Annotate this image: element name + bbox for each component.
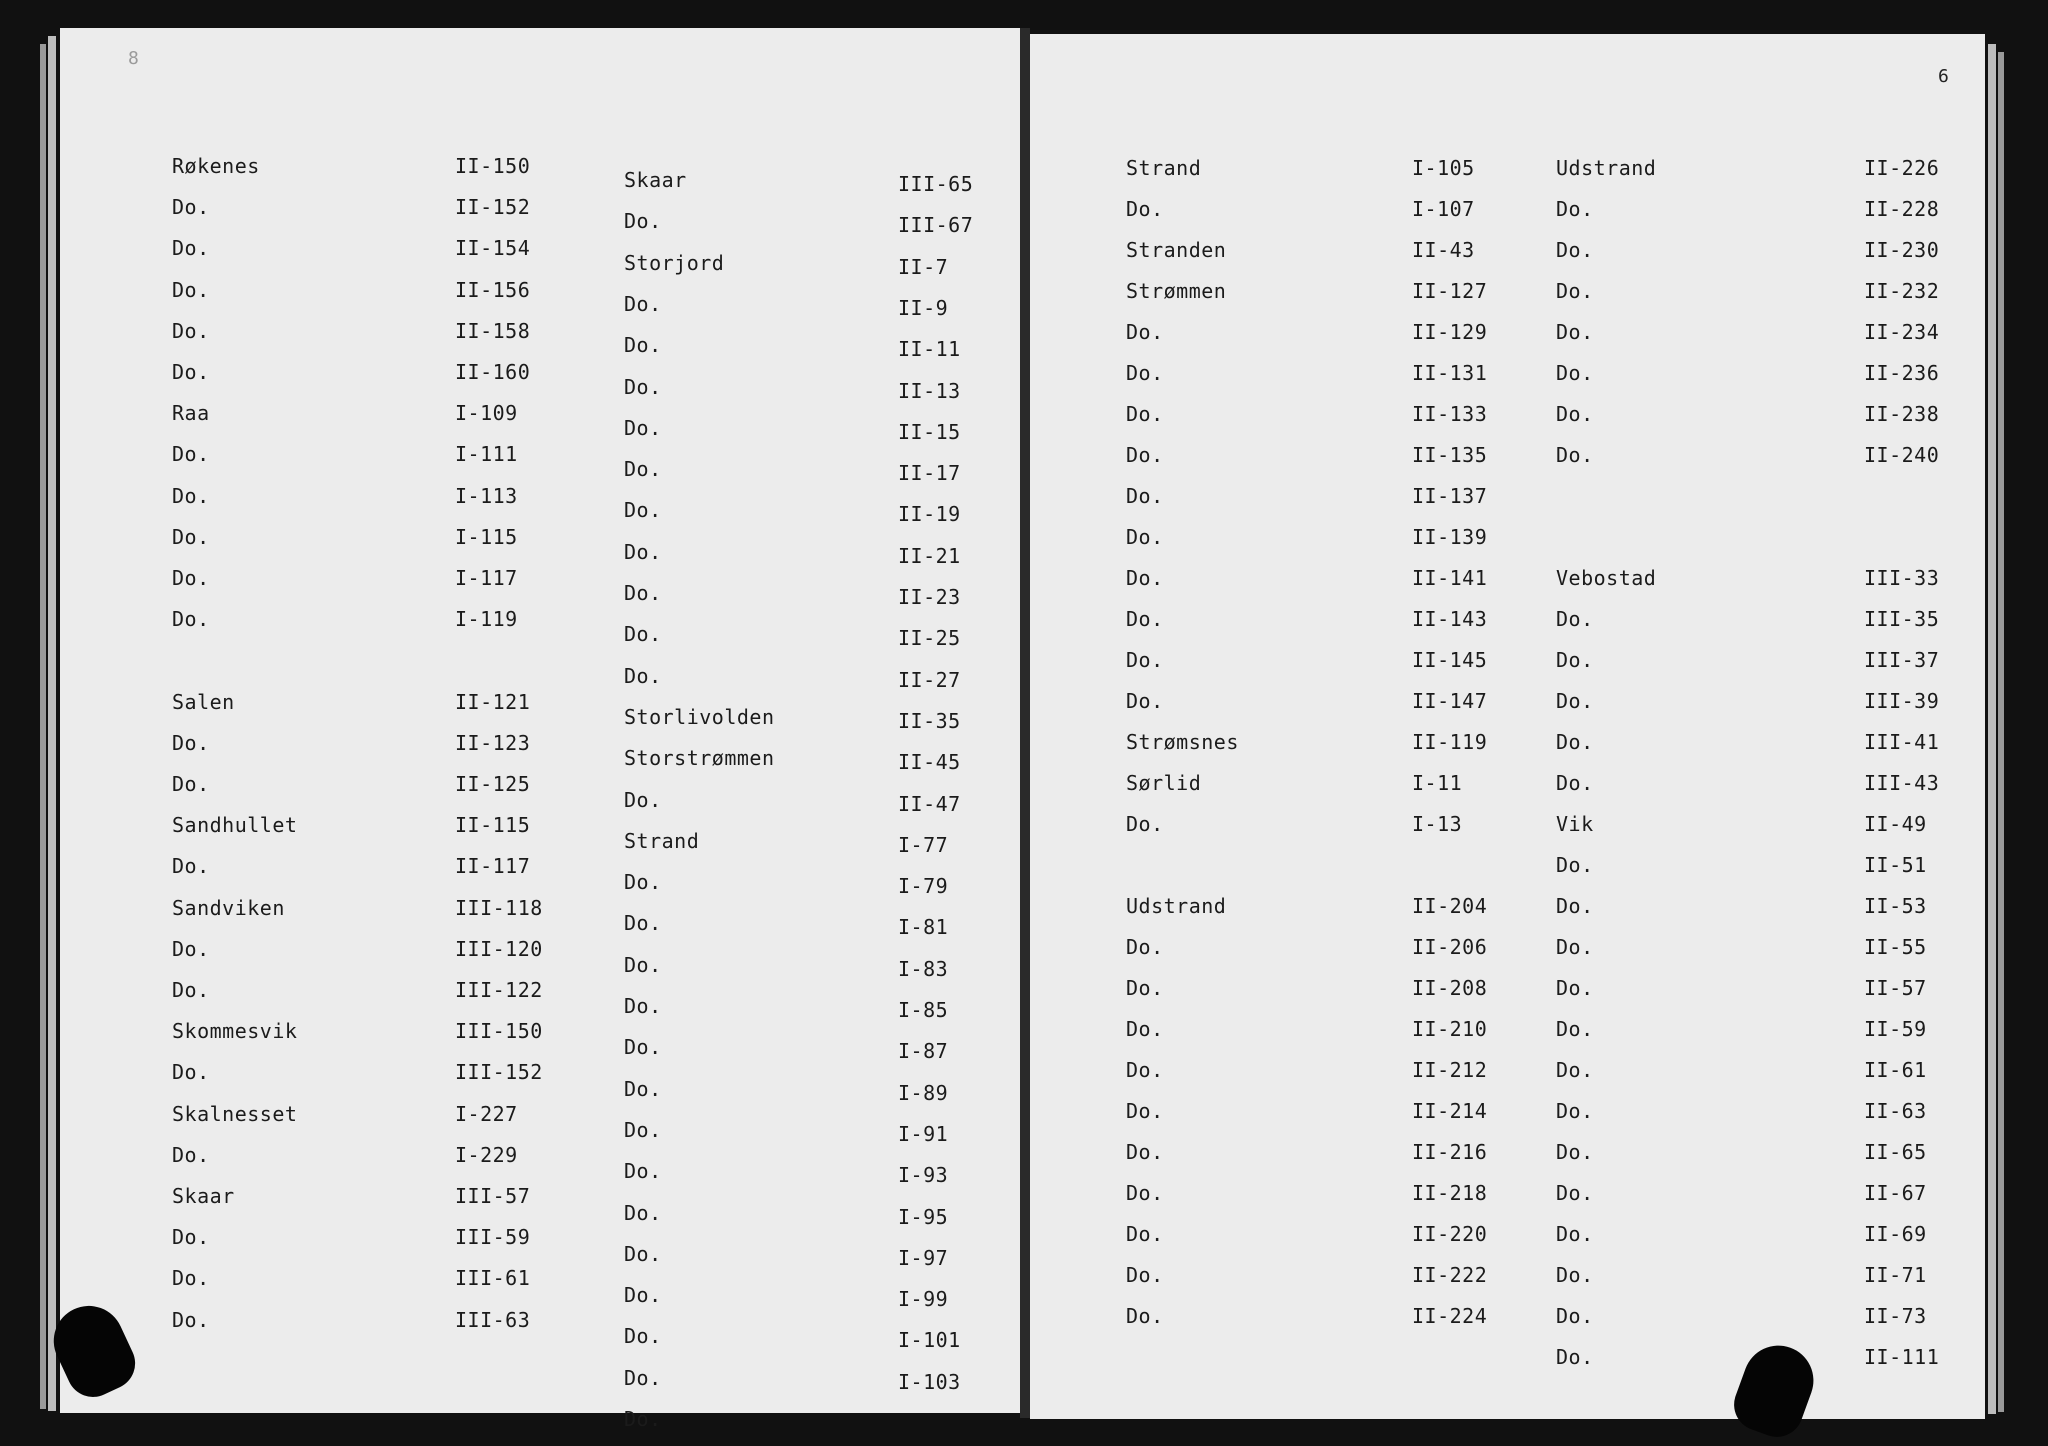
place-name: Do. xyxy=(1556,1263,1594,1287)
place-name: Do. xyxy=(1556,1099,1594,1123)
volume-reference: II-9 xyxy=(898,296,949,320)
volume-reference: II-71 xyxy=(1864,1263,1927,1287)
place-name: Do. xyxy=(1556,320,1594,344)
place-name: Storlivolden xyxy=(624,705,775,729)
place-name: Do. xyxy=(1556,361,1594,385)
place-name: Do. xyxy=(1126,689,1164,713)
volume-reference: III-33 xyxy=(1864,566,1940,590)
place-name: Vik xyxy=(1556,812,1594,836)
place-name: Do. xyxy=(1126,648,1164,672)
place-name: Do. xyxy=(1126,935,1164,959)
volume-reference: II-216 xyxy=(1412,1140,1488,1164)
place-name: Skaar xyxy=(624,168,687,192)
place-name: Do. xyxy=(624,994,662,1018)
place-name: Do. xyxy=(624,1283,662,1307)
place-name: Do. xyxy=(172,1266,210,1290)
volume-reference: I-229 xyxy=(455,1143,518,1167)
volume-reference: III-118 xyxy=(455,896,543,920)
volume-reference: I-81 xyxy=(898,915,949,939)
place-name: Do. xyxy=(1556,689,1594,713)
volume-reference: I-107 xyxy=(1412,197,1475,221)
volume-reference: II-218 xyxy=(1412,1181,1488,1205)
place-name: Røkenes xyxy=(172,154,260,178)
place-name: Do. xyxy=(172,319,210,343)
place-name: Strømmen xyxy=(1126,279,1227,303)
volume-reference: III-150 xyxy=(455,1019,543,1043)
volume-reference: I-77 xyxy=(898,833,949,857)
volume-reference: II-133 xyxy=(1412,402,1488,426)
volume-reference: III-152 xyxy=(455,1060,543,1084)
place-name: Do. xyxy=(624,540,662,564)
volume-reference: III-61 xyxy=(455,1266,531,1290)
place-name: Do. xyxy=(1556,1345,1594,1369)
volume-reference: II-125 xyxy=(455,772,531,796)
volume-reference: I-115 xyxy=(455,525,518,549)
volume-reference: II-15 xyxy=(898,420,961,444)
place-name: Do. xyxy=(624,292,662,316)
place-name: Do. xyxy=(624,911,662,935)
page-edge xyxy=(1998,52,2004,1412)
volume-reference: II-156 xyxy=(455,278,531,302)
place-name: Do. xyxy=(1556,279,1594,303)
volume-reference: II-206 xyxy=(1412,935,1488,959)
place-name: Do. xyxy=(172,360,210,384)
volume-reference: I-105 xyxy=(1412,156,1475,180)
place-name: Do. xyxy=(1556,443,1594,467)
place-name: Do. xyxy=(1126,1140,1164,1164)
place-name: Do. xyxy=(624,581,662,605)
volume-reference: II-49 xyxy=(1864,812,1927,836)
place-name: Do. xyxy=(1556,197,1594,221)
place-name: Do. xyxy=(624,1242,662,1266)
place-name: Do. xyxy=(624,953,662,977)
place-name: Do. xyxy=(624,333,662,357)
place-name: Do. xyxy=(1556,238,1594,262)
place-name: Udstrand xyxy=(1126,894,1227,918)
volume-reference: I-109 xyxy=(455,401,518,425)
volume-reference: II-119 xyxy=(1412,730,1488,754)
place-name: Strand xyxy=(1126,156,1202,180)
place-name: Do. xyxy=(624,1201,662,1225)
place-name: Do. xyxy=(624,1366,662,1390)
volume-reference: III-67 xyxy=(898,213,974,237)
place-name: Do. xyxy=(172,1143,210,1167)
place-name: Skaar xyxy=(172,1184,235,1208)
volume-reference: II-121 xyxy=(455,690,531,714)
volume-reference: II-17 xyxy=(898,461,961,485)
volume-reference: II-35 xyxy=(898,709,961,733)
place-name: Do. xyxy=(172,236,210,260)
volume-reference: II-69 xyxy=(1864,1222,1927,1246)
volume-reference: I-111 xyxy=(455,442,518,466)
volume-reference: II-43 xyxy=(1412,238,1475,262)
place-name: Do. xyxy=(172,278,210,302)
volume-reference: II-51 xyxy=(1864,853,1927,877)
place-name: Do. xyxy=(624,1077,662,1101)
volume-reference: I-87 xyxy=(898,1039,949,1063)
volume-reference: II-57 xyxy=(1864,976,1927,1000)
volume-reference: I-11 xyxy=(1412,771,1463,795)
volume-reference: III-59 xyxy=(455,1225,531,1249)
volume-reference: II-63 xyxy=(1864,1099,1927,1123)
place-name: Storjord xyxy=(624,251,725,275)
volume-reference: I-101 xyxy=(898,1328,961,1352)
place-name: Do. xyxy=(172,525,210,549)
page-number: 6 xyxy=(1938,66,1949,87)
volume-reference: III-43 xyxy=(1864,771,1940,795)
place-name: Do. xyxy=(1556,730,1594,754)
book-gutter xyxy=(1020,28,1030,1418)
volume-reference: II-234 xyxy=(1864,320,1940,344)
place-name: Sørlid xyxy=(1126,771,1202,795)
place-name: Do. xyxy=(172,978,210,1002)
place-name: Do. xyxy=(624,622,662,646)
place-name: Do. xyxy=(1556,1058,1594,1082)
place-name: Do. xyxy=(1556,771,1594,795)
volume-reference: II-53 xyxy=(1864,894,1927,918)
place-name: Do. xyxy=(172,442,210,466)
place-name: Salen xyxy=(172,690,235,714)
volume-reference: II-154 xyxy=(455,236,531,260)
place-name: Stranden xyxy=(1126,238,1227,262)
place-name: Do. xyxy=(172,484,210,508)
volume-reference: II-160 xyxy=(455,360,531,384)
volume-reference: III-35 xyxy=(1864,607,1940,631)
volume-reference: I-79 xyxy=(898,874,949,898)
volume-reference: III-39 xyxy=(1864,689,1940,713)
place-name: Do. xyxy=(1126,197,1164,221)
place-name: Do. xyxy=(624,457,662,481)
place-name: Do. xyxy=(1126,566,1164,590)
volume-reference: III-65 xyxy=(898,172,974,196)
volume-reference: I-113 xyxy=(455,484,518,508)
place-name: Do. xyxy=(1126,484,1164,508)
volume-reference: II-25 xyxy=(898,626,961,650)
volume-reference: II-135 xyxy=(1412,443,1488,467)
place-name: Do. xyxy=(1556,607,1594,631)
volume-reference: II-238 xyxy=(1864,402,1940,426)
volume-reference: II-129 xyxy=(1412,320,1488,344)
place-name: Do. xyxy=(624,1407,662,1431)
volume-reference: II-13 xyxy=(898,379,961,403)
volume-reference: II-65 xyxy=(1864,1140,1927,1164)
volume-reference: II-240 xyxy=(1864,443,1940,467)
volume-reference: II-236 xyxy=(1864,361,1940,385)
volume-reference: II-59 xyxy=(1864,1017,1927,1041)
place-name: Do. xyxy=(624,788,662,812)
volume-reference: II-117 xyxy=(455,854,531,878)
volume-reference: II-47 xyxy=(898,792,961,816)
volume-reference: II-73 xyxy=(1864,1304,1927,1328)
volume-reference: I-99 xyxy=(898,1287,949,1311)
place-name: Do. xyxy=(1126,607,1164,631)
place-name: Do. xyxy=(624,209,662,233)
place-name: Do. xyxy=(172,195,210,219)
volume-reference: I-119 xyxy=(455,607,518,631)
place-name: Do. xyxy=(1126,1304,1164,1328)
volume-reference: I-85 xyxy=(898,998,949,1022)
volume-reference: III-122 xyxy=(455,978,543,1002)
place-name: Do. xyxy=(624,498,662,522)
place-name: Do. xyxy=(624,416,662,440)
volume-reference: II-21 xyxy=(898,544,961,568)
volume-reference: I-83 xyxy=(898,957,949,981)
volume-reference: II-222 xyxy=(1412,1263,1488,1287)
place-name: Do. xyxy=(172,1308,210,1332)
volume-reference: II-127 xyxy=(1412,279,1488,303)
place-name: Do. xyxy=(172,566,210,590)
place-name: Do. xyxy=(1556,894,1594,918)
volume-reference: III-57 xyxy=(455,1184,531,1208)
place-name: Do. xyxy=(1126,812,1164,836)
volume-reference: I-91 xyxy=(898,1122,949,1146)
place-name: Raa xyxy=(172,401,210,425)
place-name: Do. xyxy=(172,1225,210,1249)
volume-reference: II-11 xyxy=(898,337,961,361)
volume-reference: II-131 xyxy=(1412,361,1488,385)
volume-reference: II-152 xyxy=(455,195,531,219)
place-name: Do. xyxy=(1556,402,1594,426)
place-name: Do. xyxy=(1126,361,1164,385)
place-name: Do. xyxy=(1126,1058,1164,1082)
place-name: Sandhullet xyxy=(172,813,298,837)
volume-reference: II-145 xyxy=(1412,648,1488,672)
place-name: Sandviken xyxy=(172,896,285,920)
place-name: Do. xyxy=(1126,525,1164,549)
volume-reference: II-45 xyxy=(898,750,961,774)
place-name: Do. xyxy=(1126,443,1164,467)
volume-reference: I-117 xyxy=(455,566,518,590)
place-name: Do. xyxy=(172,854,210,878)
place-name: Do. xyxy=(1126,976,1164,1000)
volume-reference: II-150 xyxy=(455,154,531,178)
volume-reference: II-115 xyxy=(455,813,531,837)
place-name: Do. xyxy=(624,870,662,894)
volume-reference: III-37 xyxy=(1864,648,1940,672)
place-name: Do. xyxy=(624,1324,662,1348)
volume-reference: II-19 xyxy=(898,502,961,526)
volume-reference: II-147 xyxy=(1412,689,1488,713)
place-name: Do. xyxy=(1556,648,1594,672)
page-number: 8 xyxy=(128,48,139,69)
volume-reference: III-63 xyxy=(455,1308,531,1332)
place-name: Do. xyxy=(172,607,210,631)
volume-reference: I-103 xyxy=(898,1370,961,1394)
volume-reference: II-232 xyxy=(1864,279,1940,303)
volume-reference: II-228 xyxy=(1864,197,1940,221)
volume-reference: II-23 xyxy=(898,585,961,609)
volume-reference: I-13 xyxy=(1412,812,1463,836)
place-name: Do. xyxy=(1126,402,1164,426)
page-edge xyxy=(40,44,46,1409)
volume-reference: III-41 xyxy=(1864,730,1940,754)
place-name: Do. xyxy=(1556,1140,1594,1164)
volume-reference: II-220 xyxy=(1412,1222,1488,1246)
place-name: Do. xyxy=(1556,976,1594,1000)
volume-reference: II-67 xyxy=(1864,1181,1927,1205)
place-name: Do. xyxy=(624,1159,662,1183)
place-name: Do. xyxy=(1126,1099,1164,1123)
volume-reference: I-93 xyxy=(898,1163,949,1187)
place-name: Udstrand xyxy=(1556,156,1657,180)
volume-reference: II-224 xyxy=(1412,1304,1488,1328)
volume-reference: II-123 xyxy=(455,731,531,755)
place-name: Do. xyxy=(1556,1304,1594,1328)
page-edge xyxy=(1988,44,1996,1414)
place-name: Strømsnes xyxy=(1126,730,1239,754)
place-name: Do. xyxy=(172,772,210,796)
volume-reference: II-158 xyxy=(455,319,531,343)
volume-reference: II-143 xyxy=(1412,607,1488,631)
place-name: Do. xyxy=(1126,1017,1164,1041)
place-name: Do. xyxy=(1556,1017,1594,1041)
volume-reference: II-7 xyxy=(898,255,949,279)
volume-reference: II-61 xyxy=(1864,1058,1927,1082)
place-name: Do. xyxy=(1556,853,1594,877)
place-name: Do. xyxy=(1126,1263,1164,1287)
place-name: Do. xyxy=(1556,1181,1594,1205)
volume-reference: III-120 xyxy=(455,937,543,961)
place-name: Do. xyxy=(1556,935,1594,959)
place-name: Do. xyxy=(172,731,210,755)
place-name: Do. xyxy=(1126,1222,1164,1246)
place-name: Do. xyxy=(1126,1181,1164,1205)
place-name: Do. xyxy=(624,375,662,399)
volume-reference: II-230 xyxy=(1864,238,1940,262)
volume-reference: II-210 xyxy=(1412,1017,1488,1041)
place-name: Do. xyxy=(624,664,662,688)
volume-reference: II-137 xyxy=(1412,484,1488,508)
volume-reference: II-214 xyxy=(1412,1099,1488,1123)
place-name: Do. xyxy=(1126,320,1164,344)
volume-reference: II-212 xyxy=(1412,1058,1488,1082)
place-name: Do. xyxy=(172,1060,210,1084)
place-name: Do. xyxy=(1556,1222,1594,1246)
place-name: Strand xyxy=(624,829,700,853)
volume-reference: II-208 xyxy=(1412,976,1488,1000)
place-name: Skalnesset xyxy=(172,1102,298,1126)
volume-reference: II-55 xyxy=(1864,935,1927,959)
page-edge xyxy=(48,36,56,1411)
volume-reference: II-141 xyxy=(1412,566,1488,590)
place-name: Vebostad xyxy=(1556,566,1657,590)
volume-reference: I-95 xyxy=(898,1205,949,1229)
place-name: Do. xyxy=(624,1118,662,1142)
volume-reference: II-111 xyxy=(1864,1345,1940,1369)
place-name: Storstrømmen xyxy=(624,746,775,770)
place-name: Do. xyxy=(172,937,210,961)
place-name: Skommesvik xyxy=(172,1019,298,1043)
volume-reference: I-89 xyxy=(898,1081,949,1105)
volume-reference: II-204 xyxy=(1412,894,1488,918)
volume-reference: I-97 xyxy=(898,1246,949,1270)
volume-reference: II-226 xyxy=(1864,156,1940,180)
place-name: Do. xyxy=(624,1035,662,1059)
volume-reference: II-139 xyxy=(1412,525,1488,549)
volume-reference: I-227 xyxy=(455,1102,518,1126)
volume-reference: II-27 xyxy=(898,668,961,692)
